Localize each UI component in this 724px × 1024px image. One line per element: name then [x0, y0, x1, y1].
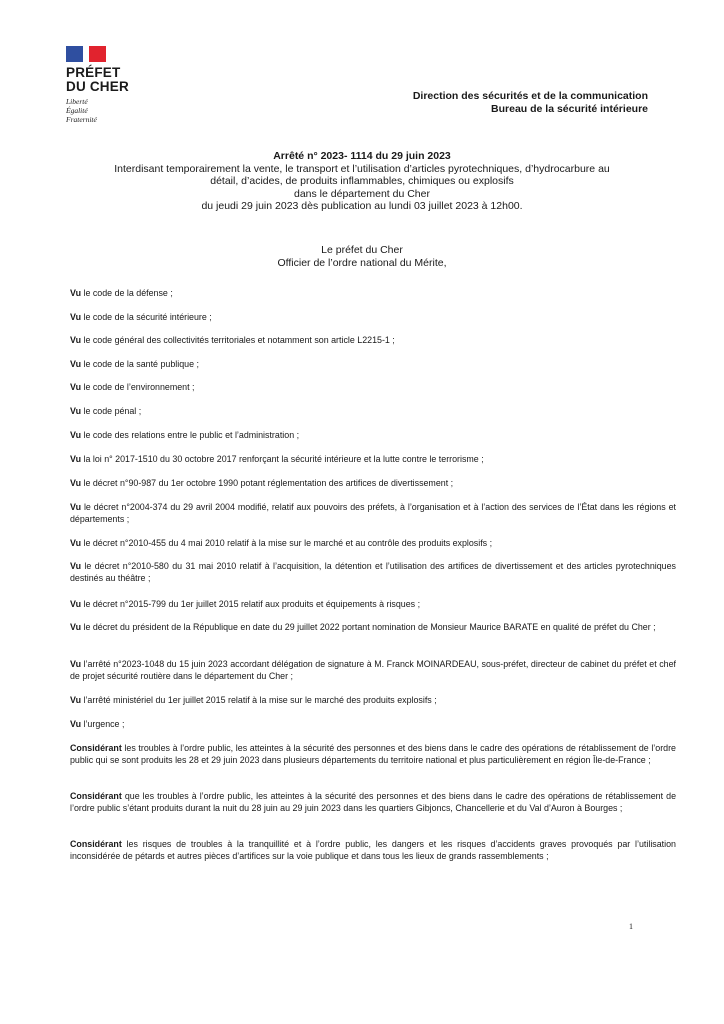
vu-lead: Vu	[70, 622, 82, 632]
vu-lead: Vu	[70, 406, 82, 416]
bureau-name: Bureau de la sécurité intérieure	[491, 103, 648, 115]
vu-paragraph	[70, 718, 676, 730]
vu-paragraph	[70, 358, 676, 370]
vu-text: la loi n° 2017-1510 du 30 octobre 2017 renforçant la sécurité intérieure et la lutte contre le terrorisme ;	[81, 454, 484, 464]
arrete-subject-line: dans le département du Cher	[293, 187, 430, 200]
vu-text: l’arrêté n°2023-1048 du 15 juin 2023 accordant délégation de signature à M. Franck MOINARDEAU, sous-préfet, directeur de cabinet du préfet et chef de projet sécurité routière dans le département du Cher ;	[70, 659, 676, 681]
vu-text: le code de la santé publique ;	[81, 359, 199, 369]
vu-text: le code pénal ;	[81, 406, 142, 416]
vu-paragraph	[70, 598, 676, 610]
vu-lead: Vu	[70, 430, 82, 440]
vu-paragraph	[70, 287, 676, 299]
vu-lead: Vu	[70, 659, 82, 669]
vu-text: le décret n°2004-374 du 29 avril 2004 modifié, relatif aux pouvoirs des préfets, à l’organisation et à l’action des services de l’État dans les régions et départements ;	[70, 502, 676, 524]
vu-paragraph	[70, 334, 676, 346]
logo-line1: PRÉFET	[66, 65, 121, 80]
arrete-subject-line: Interdisant temporairement la vente, le transport et l’utilisation d’articles pyrotechniques, d’hydrocarbure au	[114, 162, 610, 175]
vu-lead: Vu	[70, 538, 82, 548]
vu-paragraph	[70, 477, 676, 489]
arrete-number: Arrêté n° 2023- 1114 du 29 juin 2023	[273, 150, 451, 162]
vu-paragraph	[70, 560, 676, 584]
arrete-title-block	[60, 150, 664, 213]
vu-lead: Vu	[70, 561, 82, 571]
prefet-title-block	[60, 244, 664, 269]
considerant-paragraph	[70, 742, 676, 766]
vu-paragraph	[70, 311, 676, 323]
considerant-lead: Considérant	[70, 839, 122, 849]
motto-egalite: Égalité	[66, 106, 88, 115]
prefet-line: Le préfet du Cher	[321, 244, 403, 256]
vu-paragraph	[70, 621, 676, 633]
vu-text: le décret n°2010-580 du 31 mai 2010 relatif à l’acquisition, la détention et l’utilisation des artifices de divertissement et des articles pyrotechniques destinés au théâtre ;	[70, 561, 676, 583]
marianne-flag-icon	[66, 46, 106, 62]
vu-paragraph	[70, 381, 676, 393]
direction-name: Direction des sécurités et de la communication	[412, 90, 648, 102]
vu-lead: Vu	[70, 719, 82, 729]
considerant-paragraph	[70, 838, 676, 862]
vu-lead: Vu	[70, 312, 82, 322]
vu-text: le décret du président de la République en date du 29 juillet 2022 portant nomination de Monsieur Maurice BARATE en qualité de préfet du Cher ;	[81, 622, 656, 632]
vu-paragraph	[70, 405, 676, 417]
vu-text: le décret n°2010-455 du 4 mai 2010 relatif à la mise sur le marché et au contrôle des produits explosifs ;	[81, 538, 493, 548]
vu-lead: Vu	[70, 599, 82, 609]
page-number: 1	[629, 922, 633, 931]
prefet-distinction: Officier de l’ordre national du Mérite,	[277, 256, 447, 269]
vu-lead: Vu	[70, 454, 82, 464]
vu-text: le code de l’environnement ;	[81, 382, 195, 392]
issuing-office	[413, 90, 648, 116]
vu-lead: Vu	[70, 502, 82, 512]
logo-line2: DU CHER	[66, 79, 129, 94]
vu-text: le code général des collectivités territoriales et notamment son article L2215-1 ;	[81, 335, 395, 345]
vu-lead: Vu	[70, 288, 82, 298]
considerant-lead: Considérant	[70, 791, 122, 801]
vu-paragraph	[70, 537, 676, 549]
vu-lead: Vu	[70, 335, 82, 345]
vu-paragraph	[70, 658, 676, 682]
considerant-text: les risques de troubles à la tranquillité et à l’ordre public, les dangers et les risques d’accidents graves provoqués par l’utilisation inconsidérée de pétards et autres pièces d’artifices sur la voie publique et dans tous les lieux de grands rassemblements ;	[70, 839, 676, 861]
arrete-subject-line: du jeudi 29 juin 2023 dès publication au lundi 03 juillet 2023 à 12h00.	[201, 200, 523, 212]
vu-lead: Vu	[70, 695, 82, 705]
vu-text: l’urgence ;	[81, 719, 125, 729]
vu-text: l’arrêté ministériel du 1er juillet 2015 relatif à la mise sur le marché des produits explosifs ;	[81, 695, 437, 705]
considerant-paragraph	[70, 790, 676, 814]
vu-text: le code de la défense ;	[81, 288, 173, 298]
motto-fraternite: Fraternité	[66, 115, 97, 124]
vu-lead: Vu	[70, 359, 82, 369]
vu-text: le code des relations entre le public et l’administration ;	[81, 430, 300, 440]
republic-motto	[66, 97, 146, 124]
vu-text: le code de la sécurité intérieure ;	[81, 312, 212, 322]
vu-paragraph	[70, 501, 676, 525]
vu-lead: Vu	[70, 478, 82, 488]
vu-lead: Vu	[70, 382, 82, 392]
considerant-text: que les troubles à l’ordre public, les atteintes à la sécurité des personnes et des biens dans le cadre des opérations de rétablissement de l’ordre public s’étant produits durant la nuit du 28 juin au 29 juin 2023 dans les quartiers Gibjoncs, Chancellerie et du Val d’Auron à Bourges ;	[70, 791, 676, 813]
arrete-subject-line: détail, d’acides, de produits inflammables, chimiques ou explosifs	[210, 175, 514, 187]
motto-liberte: Liberté	[66, 97, 88, 106]
vu-paragraph	[70, 453, 676, 465]
considerant-text: les troubles à l’ordre public, les atteintes à la sécurité des personnes et des biens dans le cadre des opérations de rétablissement de l’ordre public qui se sont produits les 28 et 29 juin 2023 dans plusieurs départements du territoire national et plus particulièrement en région Île-de-France ;	[70, 743, 676, 765]
considerant-lead: Considérant	[70, 743, 122, 753]
vu-text: le décret n°2015-799 du 1er juillet 2015 relatif aux produits et équipements à risques ;	[81, 599, 421, 609]
vu-paragraph	[70, 429, 676, 441]
prefecture-logo	[66, 46, 146, 124]
vu-paragraph	[70, 694, 676, 706]
vu-text: le décret n°90-987 du 1er octobre 1990 potant réglementation des artifices de divertissement ;	[81, 478, 454, 488]
